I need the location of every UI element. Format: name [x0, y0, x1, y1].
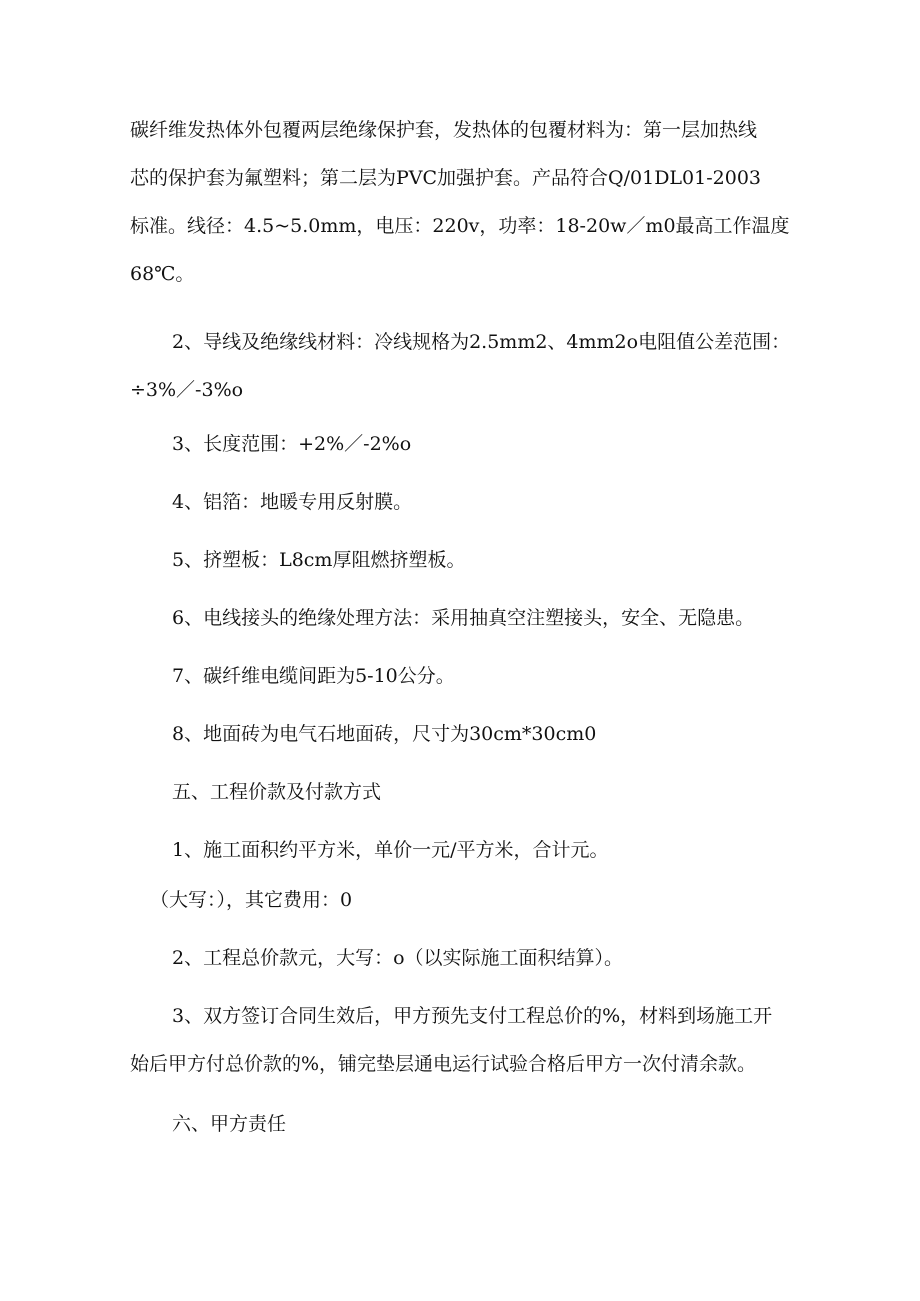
text-line: ÷3%／-3%o: [130, 379, 244, 401]
paragraph-total-price: [172, 934, 792, 982]
text-line: 2、导线及绝缘线材料：冷线规格为2.5mm2、4mm2o电阻值公差范围：: [172, 331, 791, 353]
text-line: 标准。线径：4.5~5.0mm，电压：220v，功率：18-20w／m0最高工作温度: [130, 215, 790, 237]
section-heading-price: [172, 768, 792, 816]
text-line: （大写：），其它费用：0: [150, 889, 353, 911]
text-line: 7、碳纤维电缆间距为5-10公分。: [172, 665, 455, 687]
paragraph-area-price: [172, 826, 792, 874]
section-title: 五、工程价款及付款方式: [172, 781, 382, 803]
text-line: 碳纤维发热体外包覆两层绝缘保护套，发热体的包覆材料为：第一层加热线: [130, 119, 758, 141]
paragraph-foil: [172, 478, 792, 526]
section-heading-party-a: [172, 1100, 792, 1148]
paragraph-capital-amount: [150, 876, 800, 924]
text-line: 始后甲方付总价款的%，铺完垫层通电运行试验合格后甲方一次付清余款。: [130, 1053, 757, 1075]
text-line: 8、地面砖为电气石地面砖，尺寸为30cm*30cm0: [172, 723, 597, 745]
text-line: 3、长度范围：+2%／-2%o: [172, 433, 412, 455]
paragraph-wire-material: [130, 318, 800, 414]
text-line: 3、双方签订合同生效后，甲方预先支付工程总价的%，材料到场施工开: [172, 1005, 773, 1027]
text-line: 2、工程总价款元，大写：o（以实际施工面积结算）。: [172, 947, 624, 969]
text-line: 68℃。: [130, 263, 195, 285]
paragraph-joint-insulation: [172, 594, 792, 642]
paragraph-floor-tile: [172, 710, 792, 758]
paragraph-length-range: [172, 420, 792, 468]
paragraph-extruded-board: [172, 536, 792, 584]
section-title: 六、甲方责任: [172, 1113, 287, 1135]
paragraph-heating-body: [130, 106, 800, 298]
text-line: 5、挤塑板：L8cm厚阻燃挤塑板。: [172, 549, 466, 571]
text-line: 4、铝箔：地暖专用反射膜。: [172, 491, 413, 513]
paragraph-payment-terms: [130, 992, 800, 1088]
text-line: 芯的保护套为氟塑料；第二层为PVC加强护套。产品符合Q/01DL01-2003: [130, 167, 761, 189]
text-line: 6、电线接头的绝缘处理方法：采用抽真空注塑接头，安全、无隐患。: [172, 607, 755, 629]
text-line: 1、施工面积约平方米，单价一元/平方米，合计元。: [172, 839, 609, 861]
paragraph-cable-spacing: [172, 652, 792, 700]
